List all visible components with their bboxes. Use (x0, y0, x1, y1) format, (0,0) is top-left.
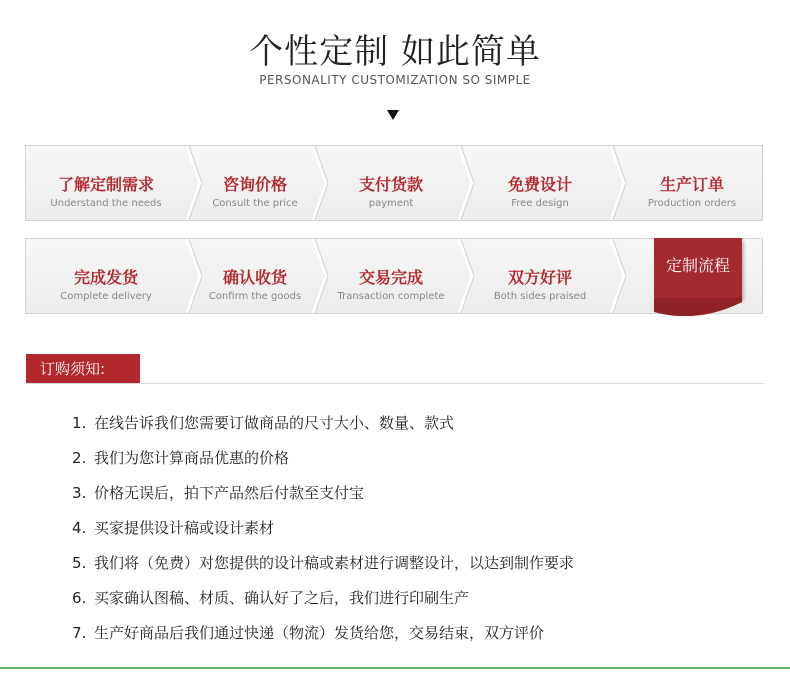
list-item (72, 411, 574, 446)
list-item-number: 1. (72, 414, 87, 432)
step-label: 交易完成 (358, 268, 423, 287)
list-item (72, 446, 574, 481)
list-item-text: 价格无误后，拍下产品然后付款至支付宝 (94, 484, 365, 502)
step-free-design (470, 146, 610, 220)
step-confirm-goods (198, 239, 312, 313)
list-item-number: 7. (72, 624, 87, 642)
step-production-orders (622, 146, 762, 220)
step-consult-price (198, 146, 312, 220)
notice-list (72, 411, 574, 656)
step-sublabel: Consult the price (212, 198, 298, 209)
list-item-text: 在线告诉我们您需要订做商品的尺寸大小、数量、款式 (94, 414, 455, 432)
ribbon-fold-icon (654, 298, 742, 316)
step-payment (324, 146, 458, 220)
list-item-text: 买家确认图稿、材质、确认好了之后，我们进行印刷生产 (94, 589, 470, 607)
step-label: 确认收货 (222, 268, 287, 287)
step-sublabel: Transaction complete (337, 291, 445, 302)
step-label: 生产订单 (659, 175, 724, 194)
step-label: 咨询价格 (222, 175, 287, 194)
step-sublabel: Free design (511, 198, 569, 209)
arrow-down-icon (387, 110, 399, 120)
list-item-number: 5. (72, 554, 87, 572)
list-item-number: 6. (72, 589, 87, 607)
process-row-1 (25, 145, 763, 221)
step-complete-delivery (26, 239, 186, 313)
step-sublabel: Confirm the goods (208, 291, 302, 302)
page-title: 个性定制 如此简单 (249, 32, 541, 72)
step-label: 了解定制需求 (57, 175, 154, 194)
step-sublabel: Production orders (647, 198, 737, 209)
step-both-sides-praised (470, 239, 610, 313)
list-item (72, 621, 574, 656)
banner-label: 定制流程 (665, 256, 730, 275)
step-sublabel: Both sides praised (493, 291, 587, 302)
list-item-number: 3. (72, 484, 87, 502)
list-item-number: 2. (72, 449, 87, 467)
process-row-2 (25, 238, 763, 314)
step-label: 支付货款 (358, 175, 423, 194)
divider (26, 383, 764, 384)
chevron-right-icon (610, 239, 626, 313)
page-subtitle: PERSONALITY CUSTOMIZATION SO SIMPLE (259, 73, 531, 87)
step-sublabel: payment (368, 198, 414, 209)
step-label: 免费设计 (507, 175, 572, 194)
list-item (72, 551, 574, 586)
list-item-number: 4. (72, 519, 87, 537)
list-item (72, 586, 574, 621)
list-item-text: 我们将（免费）对您提供的设计稿或素材进行调整设计，以达到制作要求 (94, 554, 575, 572)
step-sublabel: Complete delivery (60, 291, 152, 302)
footer-divider (0, 667, 790, 669)
step-label: 完成发货 (73, 268, 138, 287)
list-item-text: 我们为您计算商品优惠的价格 (94, 449, 290, 467)
process-banner (654, 238, 742, 298)
step-label: 双方好评 (507, 268, 572, 287)
list-item-text: 生产好商品后我们通过快递（物流）发货给您，交易结束，双方评价 (94, 624, 545, 642)
notice-heading: 订购须知: (26, 354, 140, 384)
list-item-text: 买家提供设计稿或设计素材 (94, 519, 275, 537)
step-transaction-complete (324, 239, 458, 313)
list-item (72, 481, 574, 516)
list-item (72, 516, 574, 551)
step-sublabel: Understand the needs (50, 198, 162, 209)
step-understand-needs (26, 146, 186, 220)
